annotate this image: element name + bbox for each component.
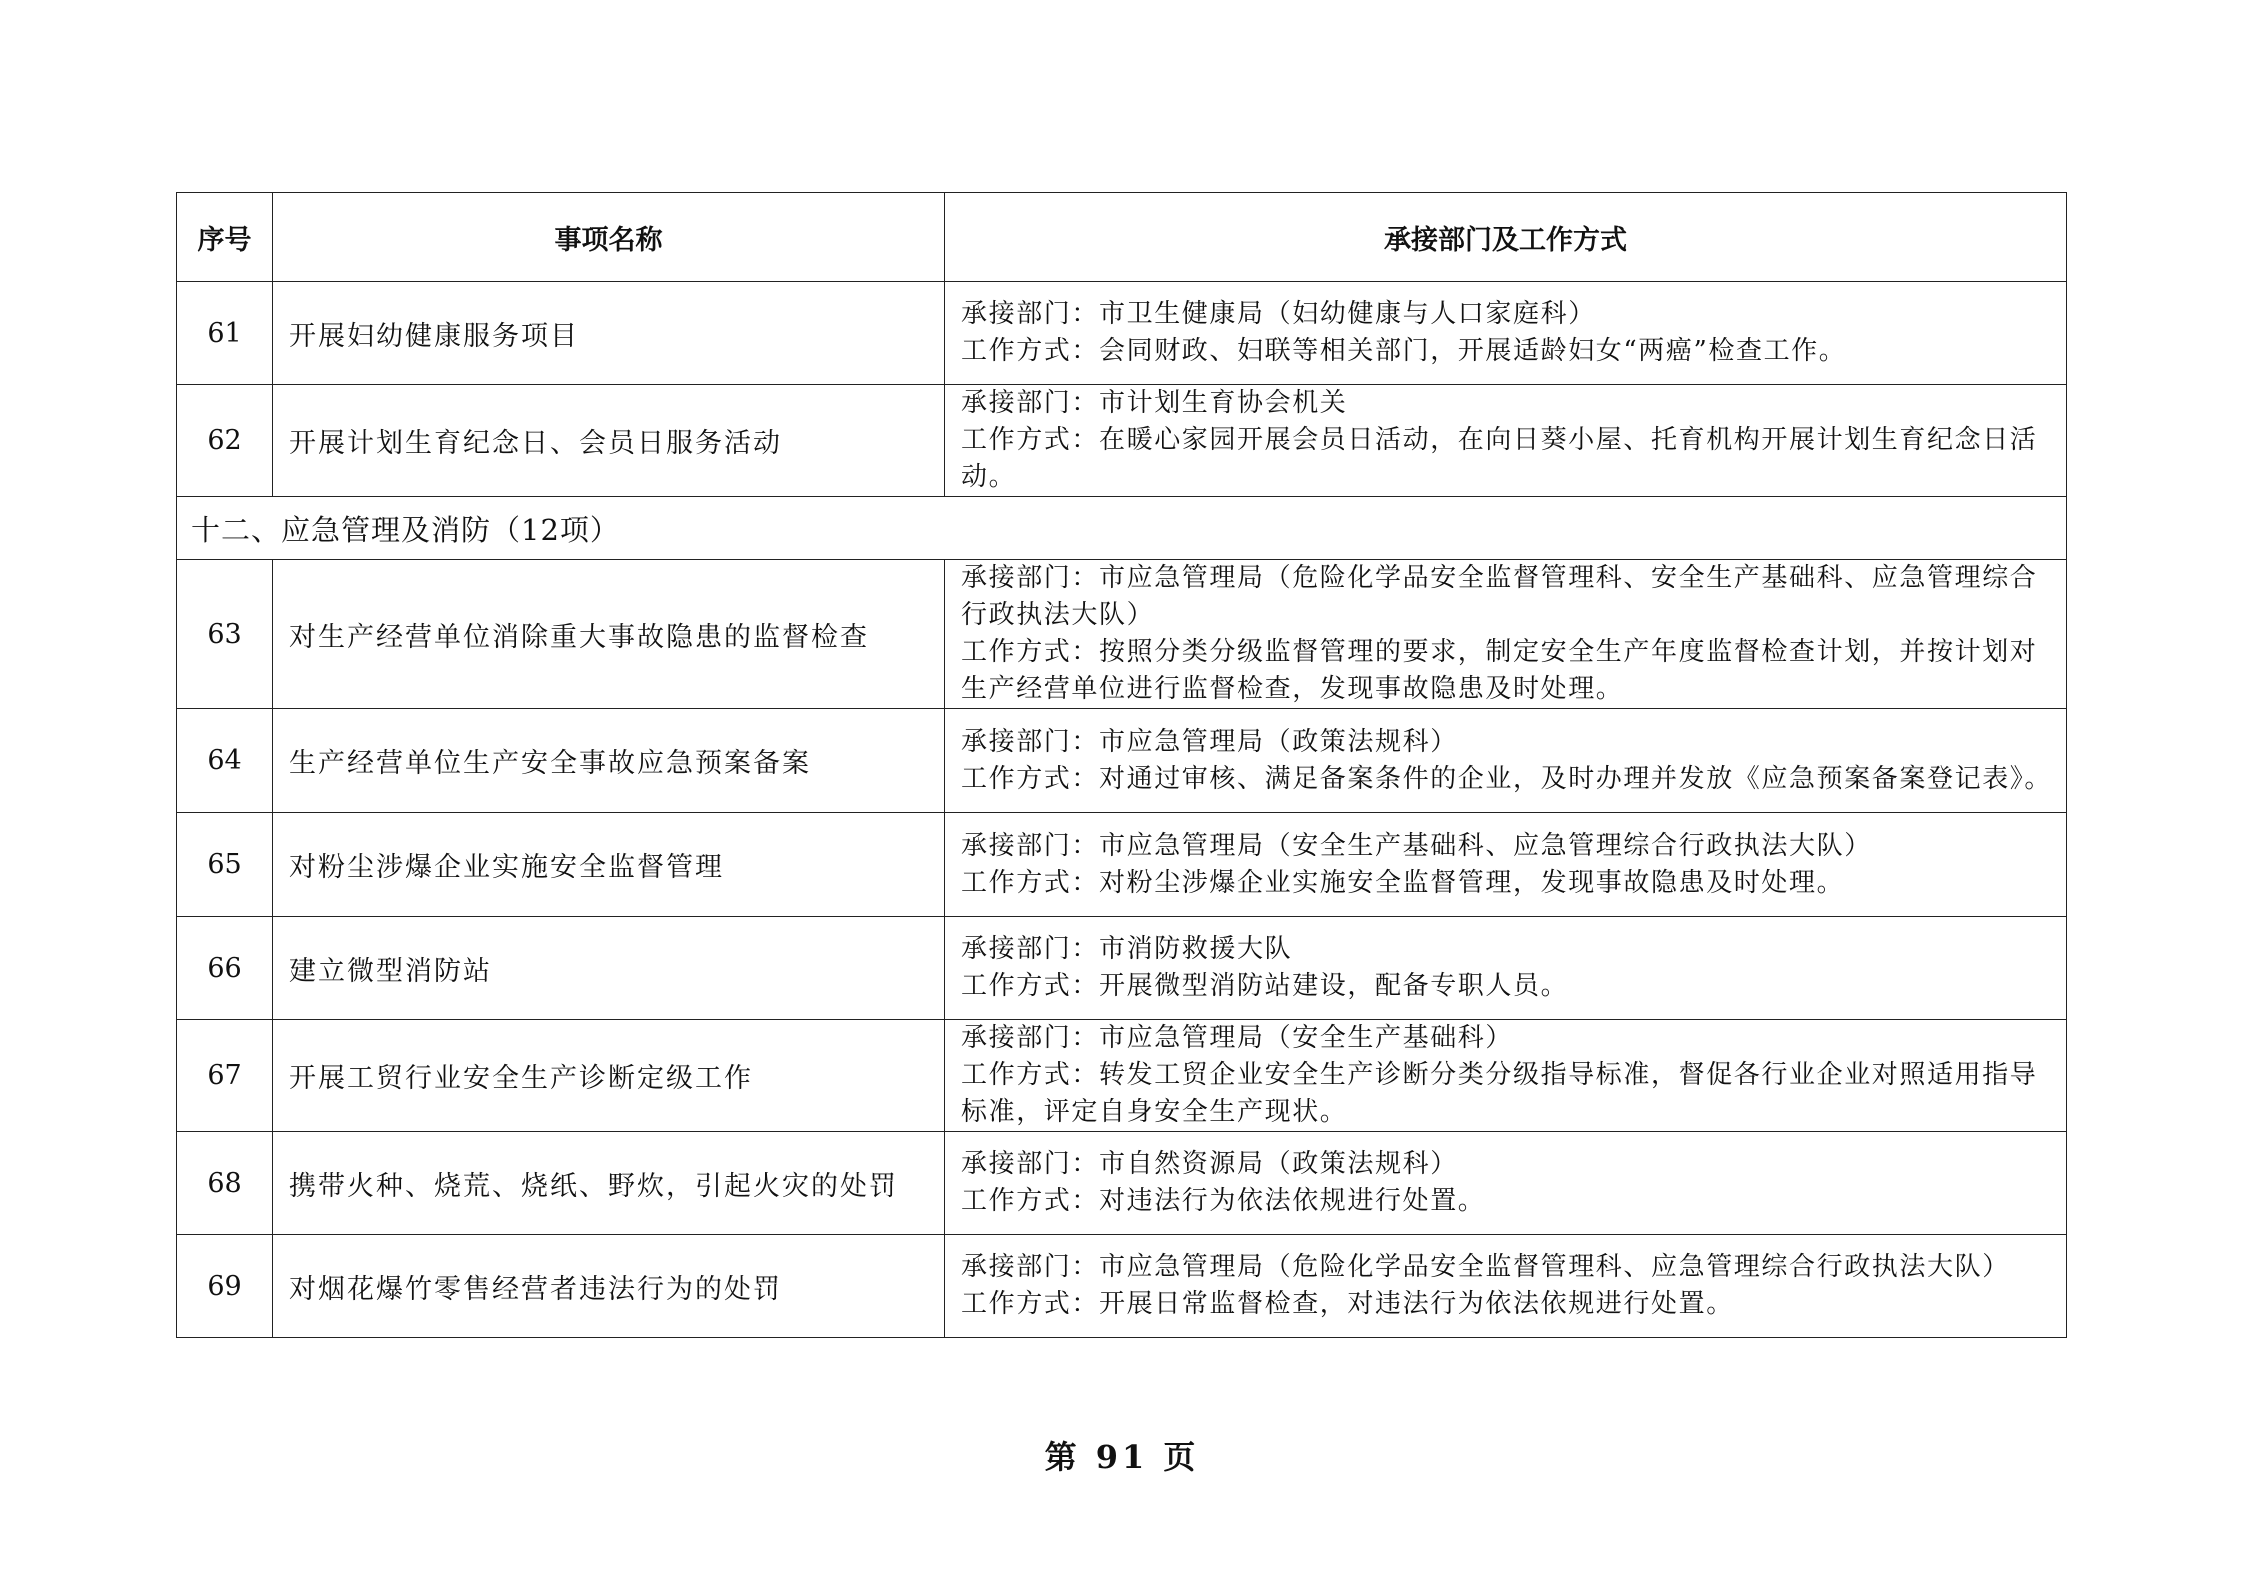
row-number: 67 bbox=[177, 1020, 273, 1132]
department-line: 承接部门：市计划生育协会机关 bbox=[961, 388, 1348, 418]
row-item-name: 携带火种、烧荒、烧纸、野炊，引起火灾的处罚 bbox=[273, 1132, 945, 1235]
table-row bbox=[177, 709, 2067, 813]
table-row bbox=[177, 560, 2067, 709]
method-line: 工作方式：会同财政、妇联等相关部门，开展适龄妇女“两癌”检查工作。 bbox=[961, 336, 1847, 366]
row-item-name: 生产经营单位生产安全事故应急预案备案 bbox=[273, 709, 945, 813]
method-line: 工作方式：对粉尘涉爆企业实施安全监督管理，发现事故隐患及时处理。 bbox=[961, 867, 1845, 898]
row-department-method bbox=[945, 385, 2067, 497]
row-department-method bbox=[945, 1020, 2067, 1132]
row-item-name: 开展工贸行业安全生产诊断定级工作 bbox=[273, 1020, 945, 1132]
table-row bbox=[177, 1020, 2067, 1132]
method-line: 工作方式：对违法行为依法依规进行处置。 bbox=[961, 1186, 1486, 1216]
row-item-name: 开展计划生育纪念日、会员日服务活动 bbox=[273, 385, 945, 497]
row-number: 61 bbox=[177, 282, 273, 385]
row-number: 64 bbox=[177, 709, 273, 813]
page-number: 第 91 页 bbox=[1044, 1438, 1200, 1476]
row-department-method bbox=[945, 917, 2067, 1020]
row-item-name: 开展妇幼健康服务项目 bbox=[273, 282, 945, 385]
row-department-method bbox=[945, 560, 2067, 709]
department-line: 承接部门：市应急管理局（安全生产基础科、应急管理综合行政执法大队） bbox=[961, 830, 1872, 861]
table-header-row bbox=[177, 193, 2067, 282]
method-line: 工作方式：在暖心家园开展会员日活动，在向日葵小屋、托育机构开展计划生育纪念日活动。 bbox=[961, 425, 2038, 492]
table-row bbox=[177, 1235, 2067, 1338]
department-line: 承接部门：市应急管理局（政策法规科） bbox=[961, 726, 1458, 757]
row-number: 69 bbox=[177, 1235, 273, 1338]
row-department-method bbox=[945, 1235, 2067, 1338]
section-heading-row bbox=[177, 497, 2067, 560]
header-serial-number: 序号 bbox=[177, 193, 273, 282]
row-department-method bbox=[945, 813, 2067, 917]
header-item-name: 事项名称 bbox=[273, 193, 945, 282]
row-item-name: 对生产经营单位消除重大事故隐患的监督检查 bbox=[273, 560, 945, 709]
row-number: 63 bbox=[177, 560, 273, 709]
row-item-name: 对粉尘涉爆企业实施安全监督管理 bbox=[273, 813, 945, 917]
table-row bbox=[177, 813, 2067, 917]
row-number: 62 bbox=[177, 385, 273, 497]
table-row bbox=[177, 385, 2067, 497]
header-department-method: 承接部门及工作方式 bbox=[945, 193, 2067, 282]
department-line: 承接部门：市应急管理局（安全生产基础科） bbox=[961, 1023, 1514, 1053]
department-line: 承接部门：市卫生健康局（妇幼健康与人口家庭科） bbox=[961, 299, 1596, 329]
method-line: 工作方式：开展日常监督检查，对违法行为依法依规进行处置。 bbox=[961, 1289, 1734, 1319]
row-item-name: 对烟花爆竹零售经营者违法行为的处罚 bbox=[273, 1235, 945, 1338]
department-line: 承接部门：市自然资源局（政策法规科） bbox=[961, 1149, 1458, 1179]
section-heading: 十二、应急管理及消防（12项） bbox=[177, 497, 2067, 560]
department-line: 承接部门：市消防救援大队 bbox=[961, 934, 1293, 964]
items-table bbox=[176, 192, 2067, 1338]
department-line: 承接部门：市应急管理局（危险化学品安全监督管理科、安全生产基础科、应急管理综合行政执法大队） bbox=[961, 563, 2038, 630]
table-row bbox=[177, 917, 2067, 1020]
row-item-name: 建立微型消防站 bbox=[273, 917, 945, 1020]
row-number: 65 bbox=[177, 813, 273, 917]
row-department-method bbox=[945, 282, 2067, 385]
row-department-method bbox=[945, 709, 2067, 813]
department-line: 承接部门：市应急管理局（危险化学品安全监督管理科、应急管理综合行政执法大队） bbox=[961, 1252, 2010, 1282]
row-number: 68 bbox=[177, 1132, 273, 1235]
method-line: 工作方式：对通过审核、满足备案条件的企业，及时办理并发放《应急预案备案登记表》。 bbox=[961, 763, 2053, 794]
method-line: 工作方式：按照分类分级监督管理的要求，制定安全生产年度监督检查计划，并按计划对生产经营单位进行监督检查，发现事故隐患及时处理。 bbox=[961, 637, 2038, 704]
row-number: 66 bbox=[177, 917, 273, 1020]
row-department-method bbox=[945, 1132, 2067, 1235]
table-row bbox=[177, 282, 2067, 385]
method-line: 工作方式：转发工贸企业安全生产诊断分类分级指导标准，督促各行业企业对照适用指导标准，评定自身安全生产现状。 bbox=[961, 1060, 2038, 1127]
method-line: 工作方式：开展微型消防站建设，配备专职人员。 bbox=[961, 971, 1569, 1001]
table-row bbox=[177, 1132, 2067, 1235]
